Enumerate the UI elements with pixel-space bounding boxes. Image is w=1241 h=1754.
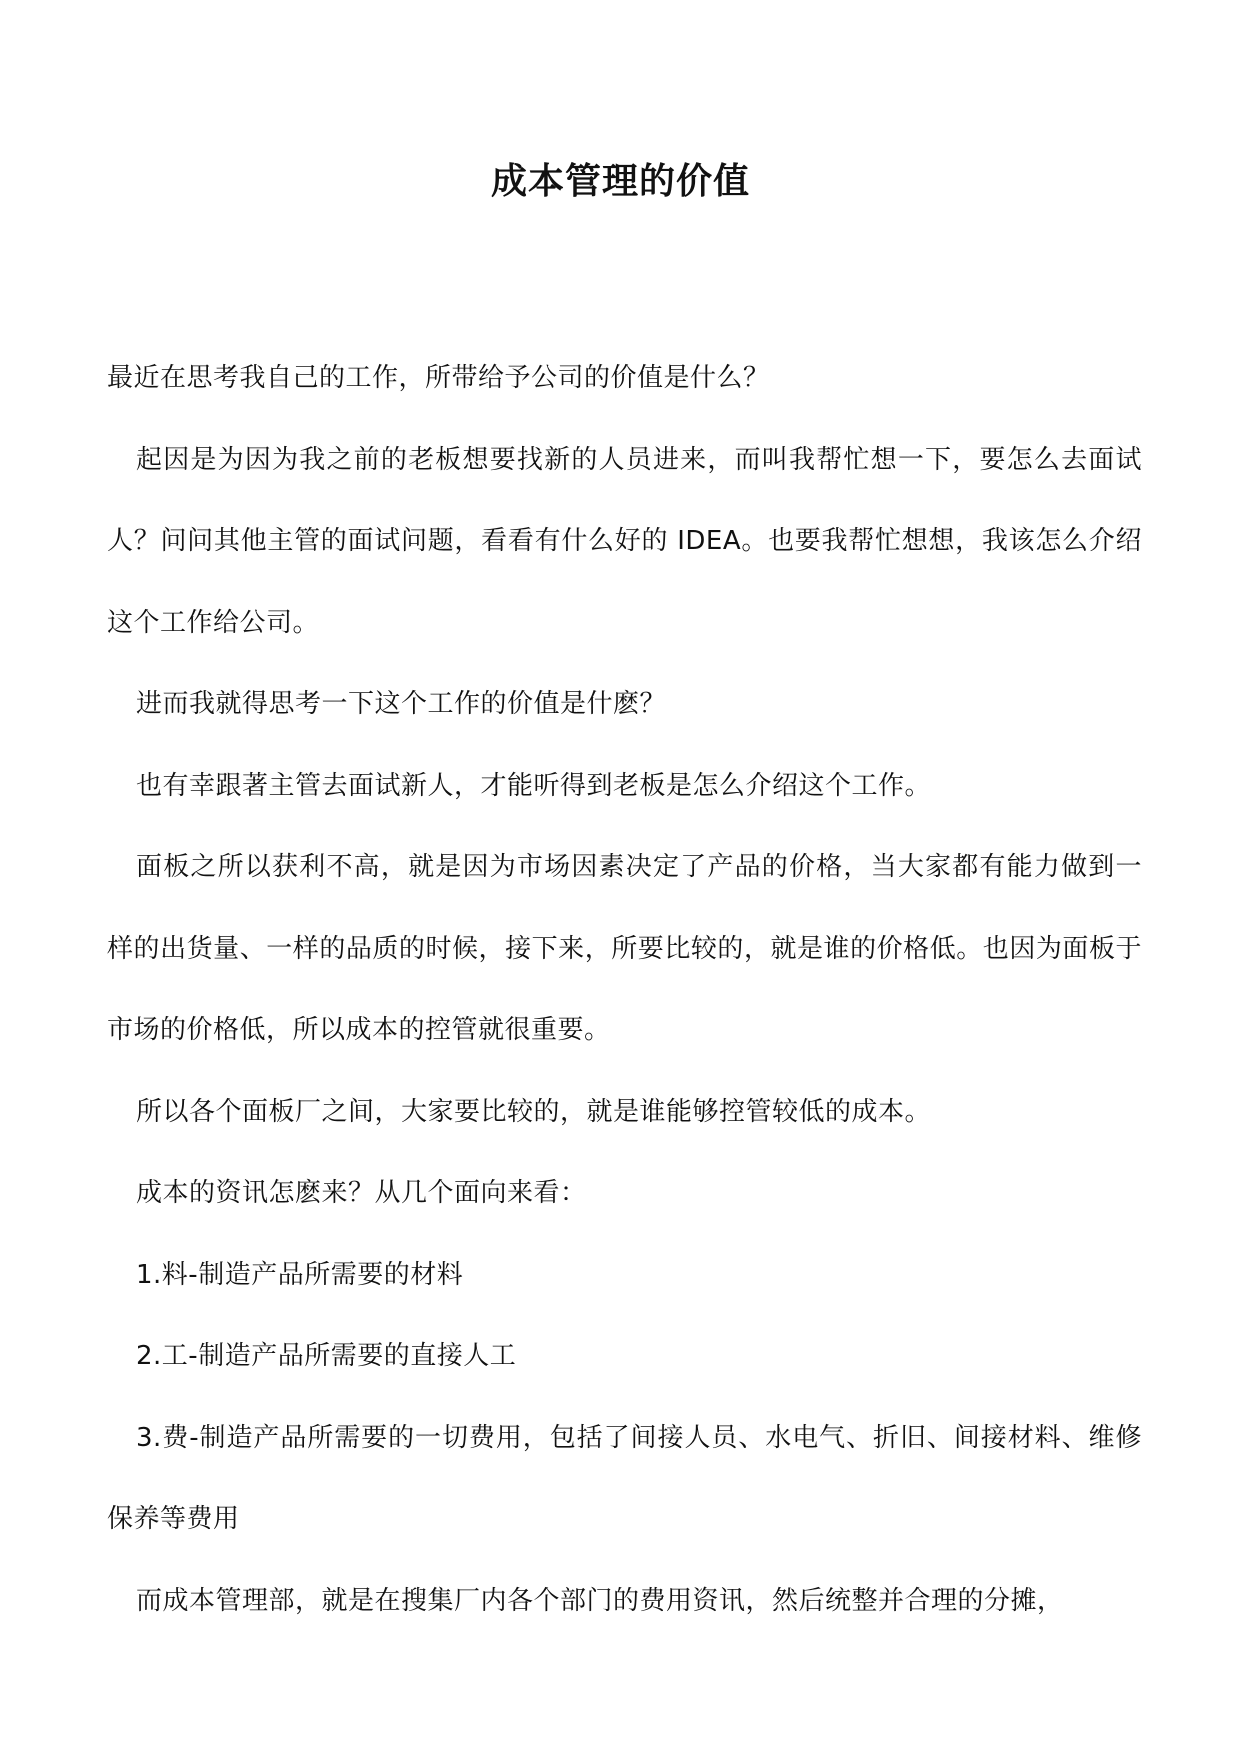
paragraph: 最近在思考我自己的工作，所带给予公司的价值是什么？ <box>107 363 770 393</box>
paragraph: 进而我就得思考一下这个工作的价值是什麽？ <box>136 689 667 719</box>
document-body <box>107 338 1142 1642</box>
list-item: 2.工-制造产品所需要的直接人工 <box>136 1341 517 1371</box>
paragraph: 面板之所以获利不高，就是因为市场因素决定了产品的价格，当大家都有能力做到一样的出货量、一样的品质的时候，接下来，所要比较的，就是谁的价格低。也因为面板于市场的价格低，所以成本的控管就很重要。 <box>107 852 1142 1045</box>
list-item: 1.料-制造产品所需要的材料 <box>136 1259 464 1290</box>
paragraph: 也有幸跟著主管去面试新人，才能听得到老板是怎么介绍这个工作。 <box>136 770 932 801</box>
page-title: 成本管理的价值 <box>490 161 750 202</box>
paragraph: 而成本管理部，就是在搜集厂内各个部门的费用资讯，然后统整并合理的分摊， <box>136 1585 1064 1616</box>
paragraph: 起因是为因为我之前的老板想要找新的人员进来，而叫我帮忙想一下，要怎么去面试人？问问其他主管的面试问题，看看有什么好的 IDEA。也要我帮忙想想，我该怎么介绍这个工作给公司。 <box>107 444 1142 638</box>
paragraph: 所以各个面板厂之间，大家要比较的，就是谁能够控管较低的成本。 <box>136 1096 932 1127</box>
paragraph: 成本的资讯怎麽来？从几个面向来看： <box>136 1178 587 1208</box>
list-item: 3.费-制造产品所需要的一切费用，包括了间接人员、水电气、折旧、间接材料、维修保养等费用 <box>107 1422 1142 1534</box>
